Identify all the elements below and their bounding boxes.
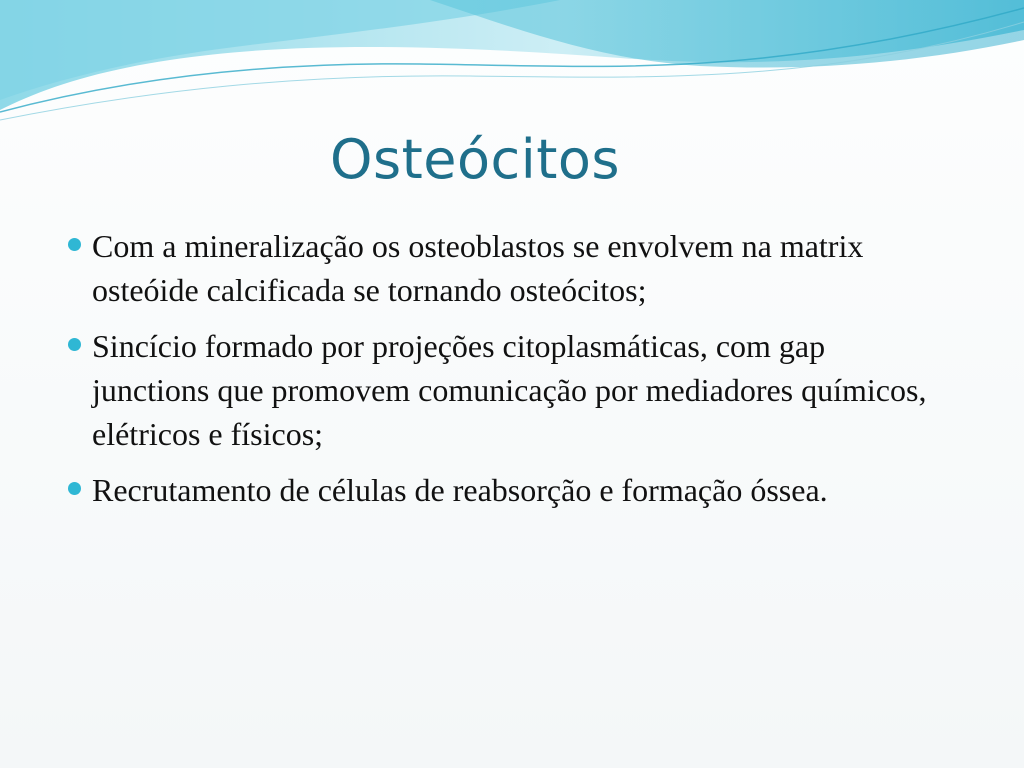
slide-title: Osteócitos — [329, 128, 621, 191]
bullet-item — [64, 224, 944, 312]
bullet-dot-icon — [68, 238, 81, 251]
bullet-dot-icon — [68, 482, 81, 495]
bullet-item — [64, 324, 944, 456]
bullet-dot-icon — [68, 338, 81, 351]
bullet-list — [64, 224, 944, 524]
bullet-text: Com a mineralização os osteoblastos se envolvem na matrix osteóide calcificada se tornando osteócitos; — [92, 228, 864, 308]
bullet-text: Sincício formado por projeções citoplasmáticas, com gap junctions que promovem comunicação por mediadores químicos, elétricos e físicos; — [92, 328, 927, 452]
bullet-item — [64, 468, 944, 512]
header-wave-decoration — [0, 0, 1024, 140]
bullet-text: Recrutamento de células de reabsorção e formação óssea. — [92, 472, 828, 508]
